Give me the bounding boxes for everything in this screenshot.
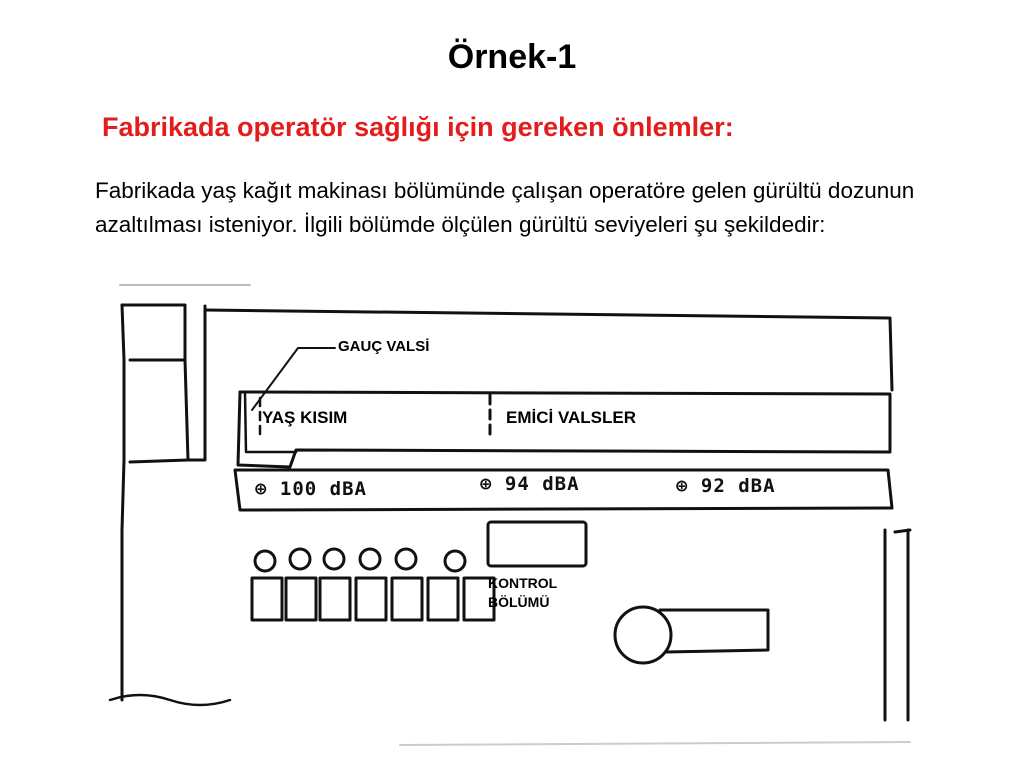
console-panel (392, 578, 422, 620)
control-cabinet (488, 522, 586, 566)
gauc-leader (252, 348, 335, 410)
console-knob (255, 551, 275, 571)
noise-level-92 (676, 475, 776, 497)
left-wall (122, 305, 124, 700)
reel (615, 607, 671, 663)
top-wall (205, 310, 892, 390)
console-panel (428, 578, 458, 620)
console-panel (252, 578, 282, 620)
yas-kisim-label: YAŞ KISIM (262, 408, 348, 427)
measurement-point-icon: ⊕ (480, 473, 493, 495)
console-knob (360, 549, 380, 569)
console-panel (286, 578, 316, 620)
console-knob (445, 551, 465, 571)
slide-title: Örnek-1 (447, 38, 577, 76)
console-panel (320, 578, 350, 620)
emici-valsler-label: EMİCİ VALSLER (506, 408, 637, 427)
machine-floor-plan (100, 280, 940, 750)
kontrol-bolumu-label (488, 574, 557, 612)
kontrol-label-line1: KONTROL (488, 575, 558, 591)
noise-level-100 (255, 478, 367, 500)
noise-level-text: 100 dBA (279, 478, 367, 500)
noise-level-94 (480, 473, 580, 495)
console-knob (396, 549, 416, 569)
measurement-point-icon: ⊕ (676, 475, 689, 497)
console-knob (324, 549, 344, 569)
floor-plan-drawing (100, 280, 940, 750)
slide-subtitle: Fabrikada operatör sağlığı için gereken önlemler: (102, 112, 734, 142)
measurement-point-icon: ⊕ (255, 478, 268, 500)
console-knob (290, 549, 310, 569)
console-panel (356, 578, 386, 620)
noise-level-text: 94 dBA (504, 473, 580, 495)
noise-level-text: 92 dBA (700, 475, 776, 497)
gauc-valsi-label: GAUÇ VALSİ (338, 338, 430, 355)
slide-body-text: Fabrikada yaş kağıt makinası bölümünde çalışan operatöre gelen gürültü dozunun azaltılması isteniyor. İlgili bölümde ölçülen gürültü seviyeleri şu şekildedir: (95, 178, 915, 237)
kontrol-label-line2: BÖLÜMÜ (488, 594, 550, 610)
